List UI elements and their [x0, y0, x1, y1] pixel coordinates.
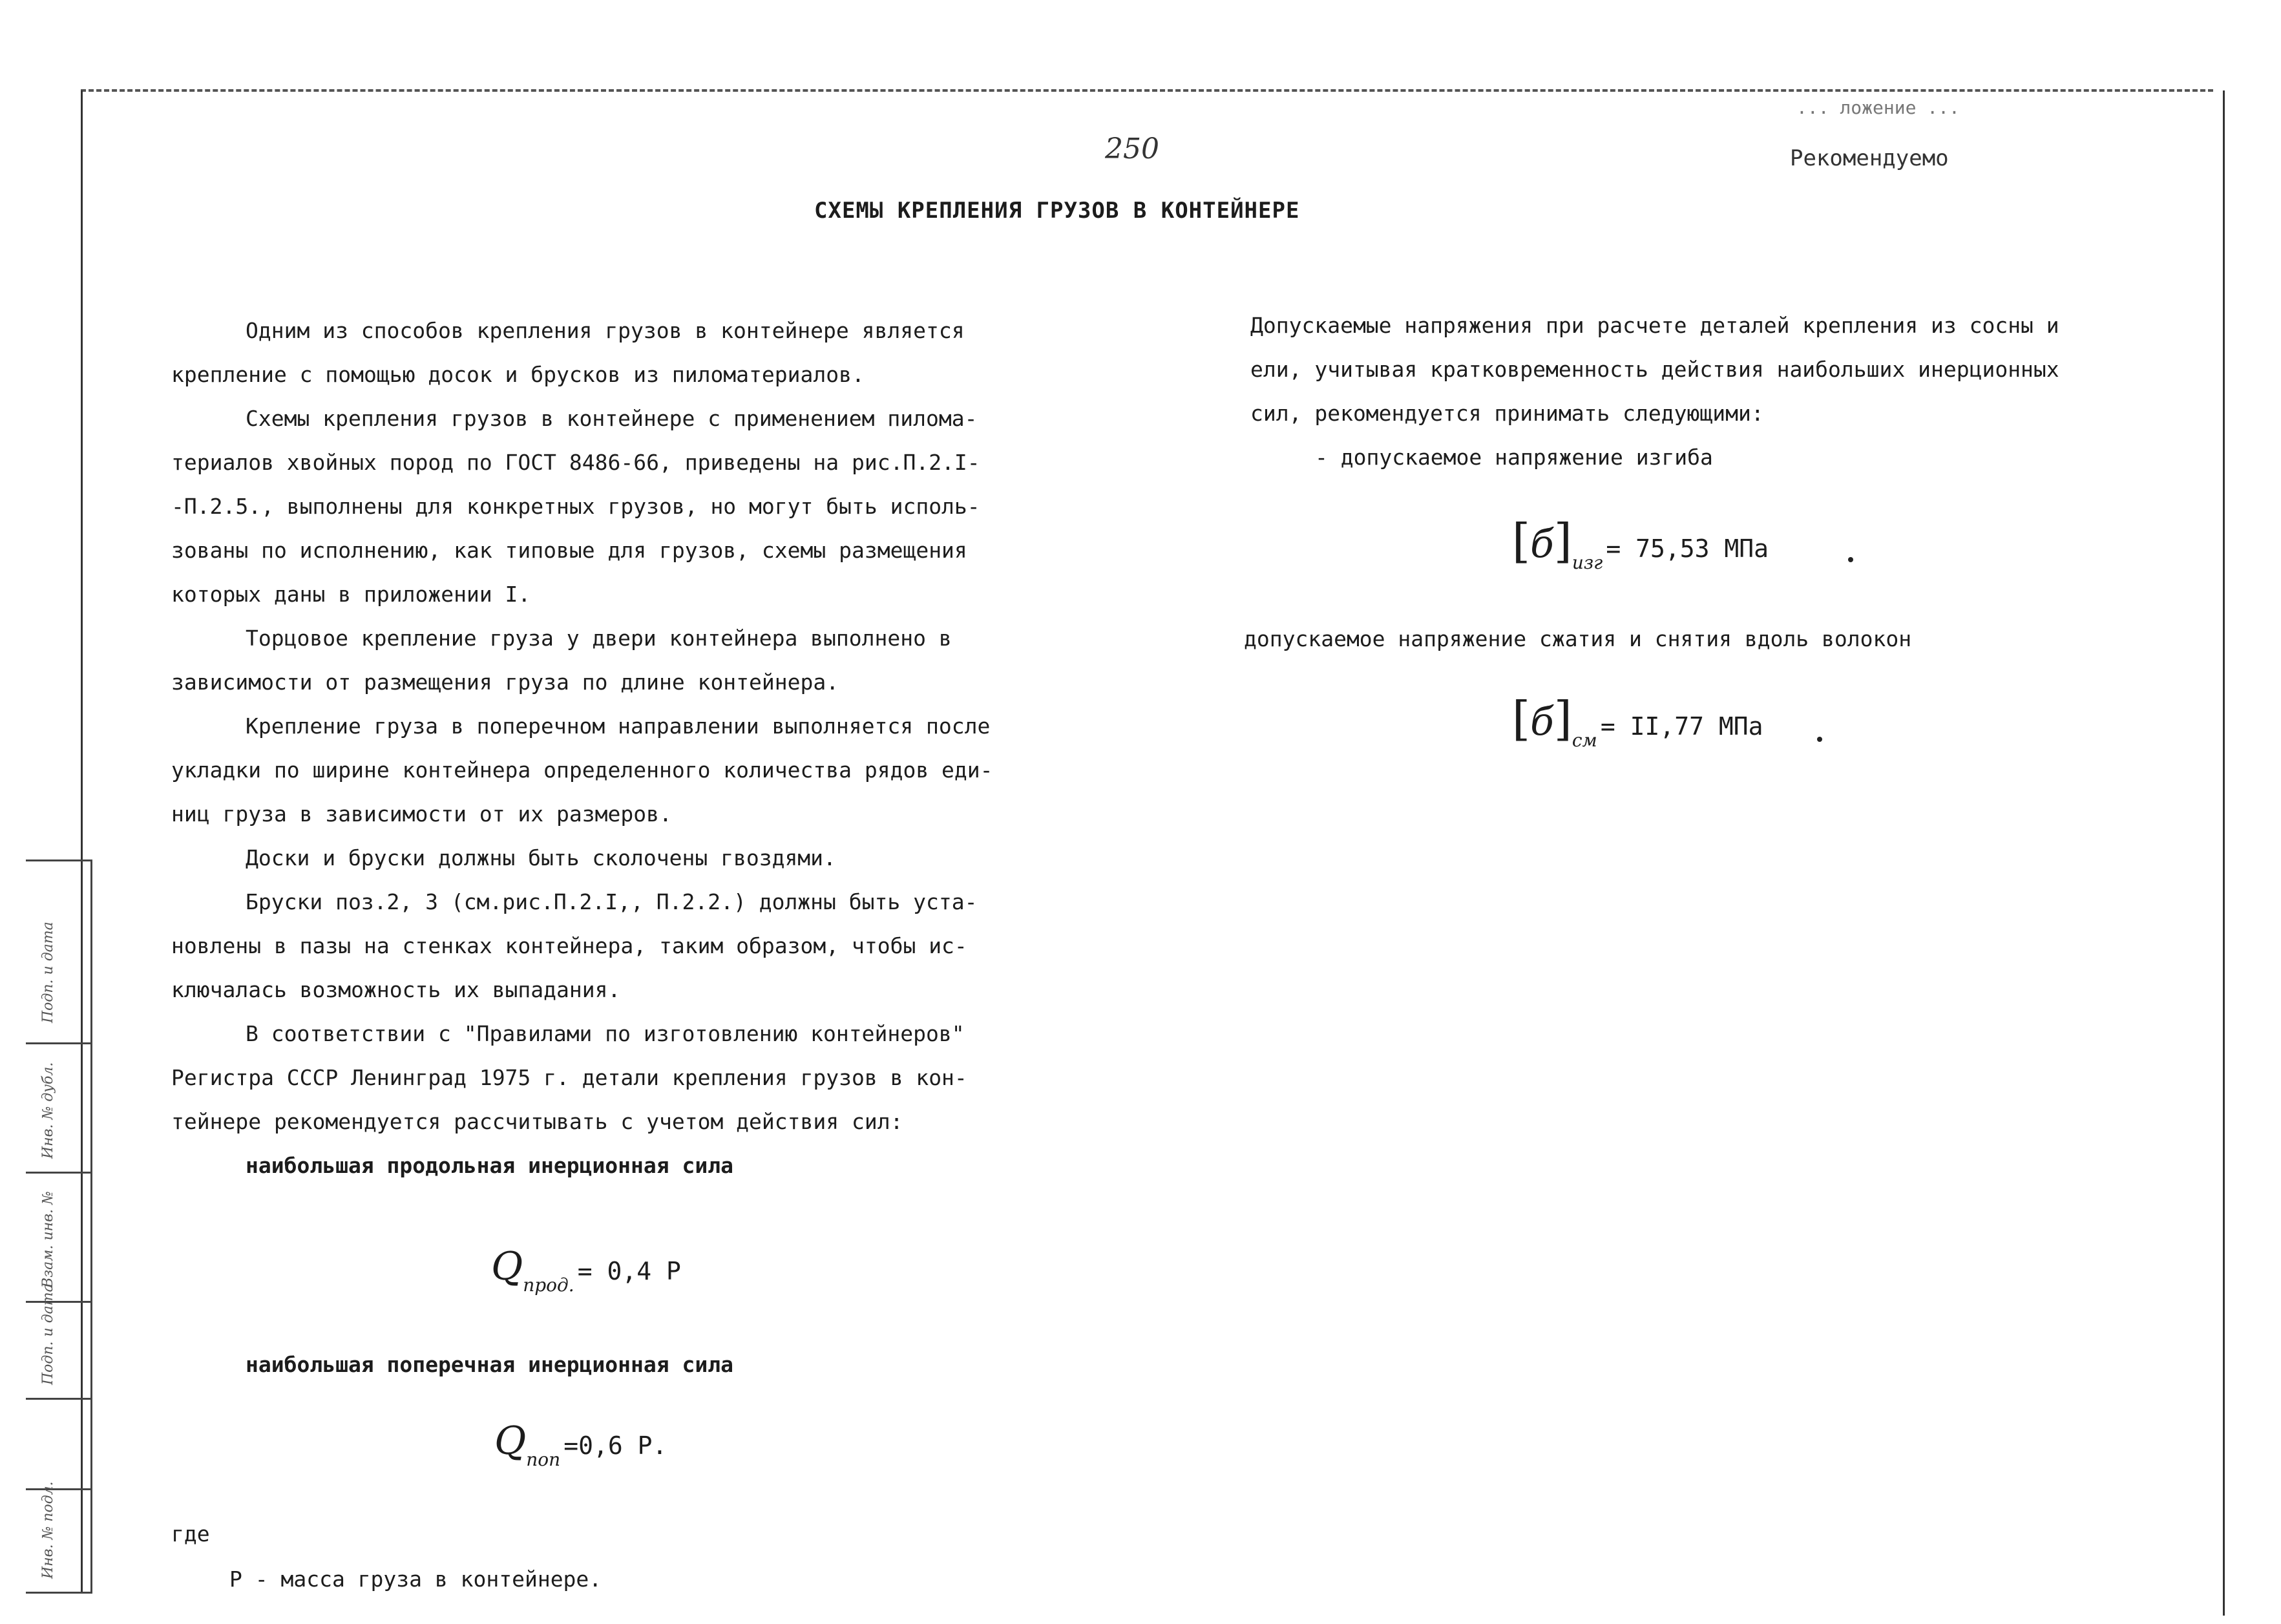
- paragraph-line: Схемы крепления грузов в контейнере с применением пилома-: [246, 406, 978, 431]
- stamp-divider: [26, 1042, 90, 1044]
- document-title: СХЕМЫ КРЕПЛЕНИЯ ГРУЗОВ В КОНТЕЙНЕРЕ: [814, 198, 1300, 224]
- paragraph-line: ключалась возможность их выпадания.: [171, 977, 621, 1002]
- paragraph-line: которых даны в приложении I.: [171, 582, 531, 607]
- formula-subscript: поп: [526, 1449, 561, 1470]
- stamp-label: Подп. и дата: [40, 1283, 56, 1385]
- appendix-label: ... ложение ...: [1796, 97, 1960, 118]
- page-number: 250: [1105, 132, 1159, 165]
- paragraph-line: Торцовое крепление груза у двери контейнера выполнено в: [246, 626, 952, 651]
- paragraph-line: В соответствии с "Правилами по изготовлению контейнеров": [246, 1021, 965, 1046]
- stamp-divider: [26, 1398, 90, 1400]
- longitudinal-force-label: наибольшая продольная инерционная сила: [246, 1153, 733, 1178]
- bracket-close: ]: [1553, 514, 1572, 568]
- paragraph-line: крепление с помощью досок и брусков из пиломатериалов.: [171, 362, 865, 387]
- transverse-force-label: наибольшая поперечная инерционная сила: [246, 1352, 733, 1377]
- where-definition: Р - масса груза в контейнере.: [229, 1566, 602, 1592]
- formula-value: = 0,4 Р: [577, 1257, 681, 1285]
- formula-period-dot: [1817, 737, 1822, 742]
- left-column: [171, 309, 1076, 1188]
- formula-symbol: б: [1530, 522, 1554, 567]
- paragraph-line: зависимости от размещения груза по длине контейнера.: [171, 670, 839, 695]
- paragraph-line: Одним из способов крепления грузов в контейнере является: [246, 318, 965, 343]
- paragraph-line: ниц груза в зависимости от их размеров.: [171, 801, 672, 827]
- recommendation-note: Рекомендуемо: [1790, 145, 1949, 171]
- paragraph-line: тейнере рекомендуется рассчитывать с учетом действия сил:: [171, 1109, 903, 1134]
- formula-period-dot: [1848, 557, 1853, 562]
- paragraph-line: териалов хвойных пород по ГОСТ 8486-66, приведены на рис.П.2.I-: [171, 450, 980, 475]
- bracket-open: [: [1512, 691, 1531, 746]
- formula-compression-stress: [1512, 691, 1763, 751]
- formula-value: =0,6 Р.: [563, 1431, 667, 1460]
- formula-symbol: Q: [494, 1418, 527, 1464]
- paragraph-line: Бруски поз.2, 3 (см.рис.П.2.I,, П.2.2.) должны быть уста-: [246, 889, 978, 914]
- formula-subscript: изг: [1571, 552, 1603, 573]
- bracket-open: [: [1512, 514, 1531, 568]
- formula-transverse-force: [494, 1418, 667, 1470]
- frame-right-border: [2223, 90, 2225, 1616]
- stamp-label: Инв. № подл.: [40, 1481, 56, 1579]
- stamp-divider: [26, 1172, 90, 1174]
- stamp-label: Инв. № дубл.: [40, 1062, 56, 1159]
- stamp-strip: [26, 859, 92, 1594]
- formula-bending-stress: [1512, 514, 1769, 573]
- formula-subscript: прод.: [523, 1274, 574, 1296]
- right-column: [1250, 304, 2155, 480]
- formula-subscript: см: [1571, 730, 1597, 751]
- formula-symbol: Q: [491, 1244, 523, 1289]
- paragraph-line: -П.2.5., выполнены для конкретных грузов, но могут быть исполь-: [171, 494, 980, 519]
- paragraph-line: сил, рекомендуется принимать следующими:: [1250, 401, 1764, 426]
- formula-symbol: б: [1530, 699, 1554, 744]
- stamp-label: Подп. и дата: [40, 922, 56, 1023]
- paragraph-line: Допускаемые напряжения при расчете деталей крепления из сосны и: [1250, 313, 2059, 338]
- compression-stress-label: допускаемое напряжение сжатия и снятия вдоль волокон: [1244, 626, 1912, 651]
- paragraph-line: новлены в пазы на стенках контейнера, таким образом, чтобы ис-: [171, 933, 967, 958]
- formula-value: = II,77 МПа: [1600, 712, 1763, 741]
- paragraph-line: Доски и бруски должны быть сколочены гвоздями.: [246, 845, 836, 870]
- paragraph-line: ели, учитывая кратковременность действия наибольших инерционных: [1250, 357, 2059, 382]
- paragraph-line: Крепление груза в поперечном направлении выполняется после: [246, 713, 991, 739]
- stamp-divider: [26, 1488, 90, 1490]
- stamp-label: Взам. инв. №: [40, 1191, 56, 1288]
- stamp-divider: [26, 1301, 90, 1303]
- where-label: где: [171, 1521, 210, 1546]
- frame-top-border: [81, 89, 2213, 92]
- paragraph-line: зованы по исполнению, как типовые для грузов, схемы размещения: [171, 538, 967, 563]
- bracket-close: ]: [1553, 691, 1572, 746]
- formula-value: = 75,53 МПа: [1606, 534, 1769, 563]
- paragraph-line: укладки по ширине контейнера определенного количества рядов еди-: [171, 757, 993, 783]
- formula-longitudinal-force: [491, 1244, 681, 1296]
- bending-stress-label: - допускаемое напряжение изгиба: [1315, 445, 1713, 470]
- paragraph-line: Регистра СССР Ленинград 1975 г. детали крепления грузов в кон-: [171, 1065, 967, 1090]
